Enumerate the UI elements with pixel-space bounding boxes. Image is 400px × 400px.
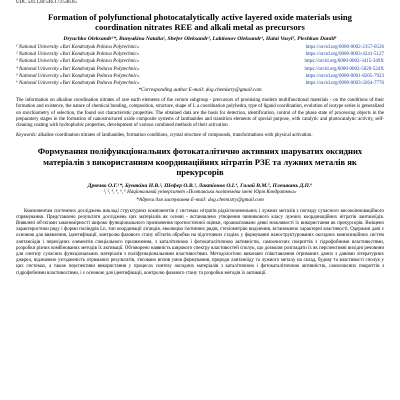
- keywords-en: [16, 133, 384, 139]
- orcid-link[interactable]: https://orcid.org/0000-0003-3264-7776: [305, 81, 384, 87]
- affiliations-en: [16, 44, 384, 87]
- authors-ua: Дрючко О.Г.¹*, Бунякіна Н.В.², Шефер О.В.³, Лактіонов О.І.⁴, Галай В.М.⁵, Плешкань Д.П.⁶: [87, 182, 313, 189]
- corresponding-author-ua: *Адреса для листування E-mail: dog.chemistry@gmail.com: [136, 196, 264, 203]
- affiliation-row: [16, 73, 384, 80]
- affiliation-label: ⁶ National University «Yuri Kondratyuk Poltava Polytechnic»: [16, 81, 140, 87]
- abstract-ua: Компонентам системних досліджень викладі структурних компонентів у системах нітратів рідкісноземельних і лужних металів з погляду сучасного високоінноваційного спрямування. Представлено результати досліджень цих матеріалів як основі - встановлено утворення чинникового класу лужних координаційних нітратів лантаноїдів. Виявлені об'єктами закономірності широко функціонального призначення прогностичної оцінки, проаналізовано деякі можливості їх використання як прекурсорів. Вміщено характеристики ряду і форми поліедрів Ln, тип координації лігандів, еволюцію ізотипних рядів, стехіометрію виділення, встановлено характерні властивості. Одержані дані є основою для виявлення, ідентифікації, контролю фазового стану об'єктів обробки на підготовчих стадіях у формуванні наноструктурованих оксидних композиційних систем лантаноїдів і перехідних елементів спеціального призначення, з каталітичною і фотокаталітичною активністю, самоочисних покриттів з гідрофобними властивостями, розробки різних комбінованих методів їх активації. Обговорено наявність широкого спектру властивостей сполук, що дозволяє розглядати їх як перспективні вихідні речовини для синтезу сучасних функціональних матеріалів з поліфункціональними властивостями. Методологічно виконано співставлення отриманих даних з даними літературних джерел, відзначено узгодженість отриманих результатів, з'ясовано вплив умов формування, природи лантаноїду та лужного металу на склад, будову та властивості сполук у цих системах, а також перспективи використання у процесах синтезу оксидних матеріалів з каталітичною і фотокаталітичною активністю, самоочисних покриттів з гідрофобними властивостями, і є основою для ідентифікації, контролю фазового стану та розробки методів їх активації.: [16, 208, 384, 276]
- title-ua: Формування поліфункціональних фотокаталітично активних шаруватих оксидних матеріалів з використанням координаційних нітратів РЗЕ та лужних металів як прекурсорів: [37, 146, 363, 178]
- title-en: Formation of polyfunctional photocatalytically active layered oxide materials using coordination nitrates REE and alkali metal as precursors: [48, 12, 352, 32]
- orcid-link[interactable]: https://orcid.org/0000-0002-2157-0526: [305, 45, 384, 50]
- affiliation-label: ³ National University «Yuri Kondratyuk Poltava Polytechnic»: [16, 59, 140, 65]
- authors-en: Dryuchko Oleksandr¹*, Bunyakina Natalia¹, Shefer Oleksandr³, Laktionov Oleksandr⁴, Halai Vasyl⁵, Pleshkan Daniil⁶: [63, 36, 337, 42]
- keywords-label: Keywords:: [16, 133, 38, 139]
- affiliation-label: ⁴ National University «Yuri Kondratyuk Poltava Polytechnic»: [16, 66, 140, 72]
- affiliation-row: [16, 66, 384, 73]
- abstract-en: The information on alkaline coordination nitrates of rare earth elements of the cerium subgroup - precursors of promising modern multifunctional materials - on the conditions of their formation and existence, the nature of chemical bonding, composition, structure, shape of L a coordination polyhedra, type of ligand coordination, evolution of isotype series is generalized on stoichiometry of selection, the found out characteristic properties. The obtained data are the basis for detection, identification, control of the phase state of processing objects in the preparatory stages in the formation of nanostructured oxide composite systems of lanthanides and transition elements of special purpose, with catalytic and photocatalytic activity, self-cleaning coating with hydrophobic properties, development of various combined methods of their activation: [16, 98, 384, 129]
- keywords-text: alkaline coordination nitrates of lanthanides, formation conditions, crystal structure of compounds, transformations with physical activation.: [38, 133, 313, 139]
- affiliation-row: [16, 58, 384, 65]
- affiliation-row: [16, 51, 384, 58]
- affiliation-row: [16, 80, 384, 87]
- orcid-link[interactable]: https://orcid.org/0000-0002-5020-524X: [304, 66, 384, 72]
- affiliation-row: [16, 44, 384, 51]
- affiliation-ua: ¹, ², ³, ⁴, ⁵, ⁶ Національний університет «Полтавська політехніка імені Юрія Кондратюка»: [103, 189, 297, 195]
- udc-code: UDC 541.128:546.173:546.65: [16, 0, 77, 5]
- orcid-link[interactable]: https://orcid.org/0000-0002-3415-349X: [304, 59, 384, 65]
- affiliation-label: ¹ National University «Yuri Kondratyuk Poltava Polytechnic»: [16, 45, 140, 50]
- affiliation-label: ⁵ National University «Yuri Kondratyuk Poltava Polytechnic»: [16, 73, 140, 79]
- orcid-link[interactable]: https://orcid.org/0000-0003-4241-5127: [305, 52, 384, 58]
- affiliation-label: ² National University «Yuri Kondratyuk Poltava Polytechnic»: [16, 52, 140, 58]
- corresponding-author-en: *Corresponding author E-mail: dog.chemistry@gmail.com: [138, 87, 262, 94]
- orcid-link[interactable]: https://orcid.org/0000-0001-8205-7923: [305, 73, 384, 79]
